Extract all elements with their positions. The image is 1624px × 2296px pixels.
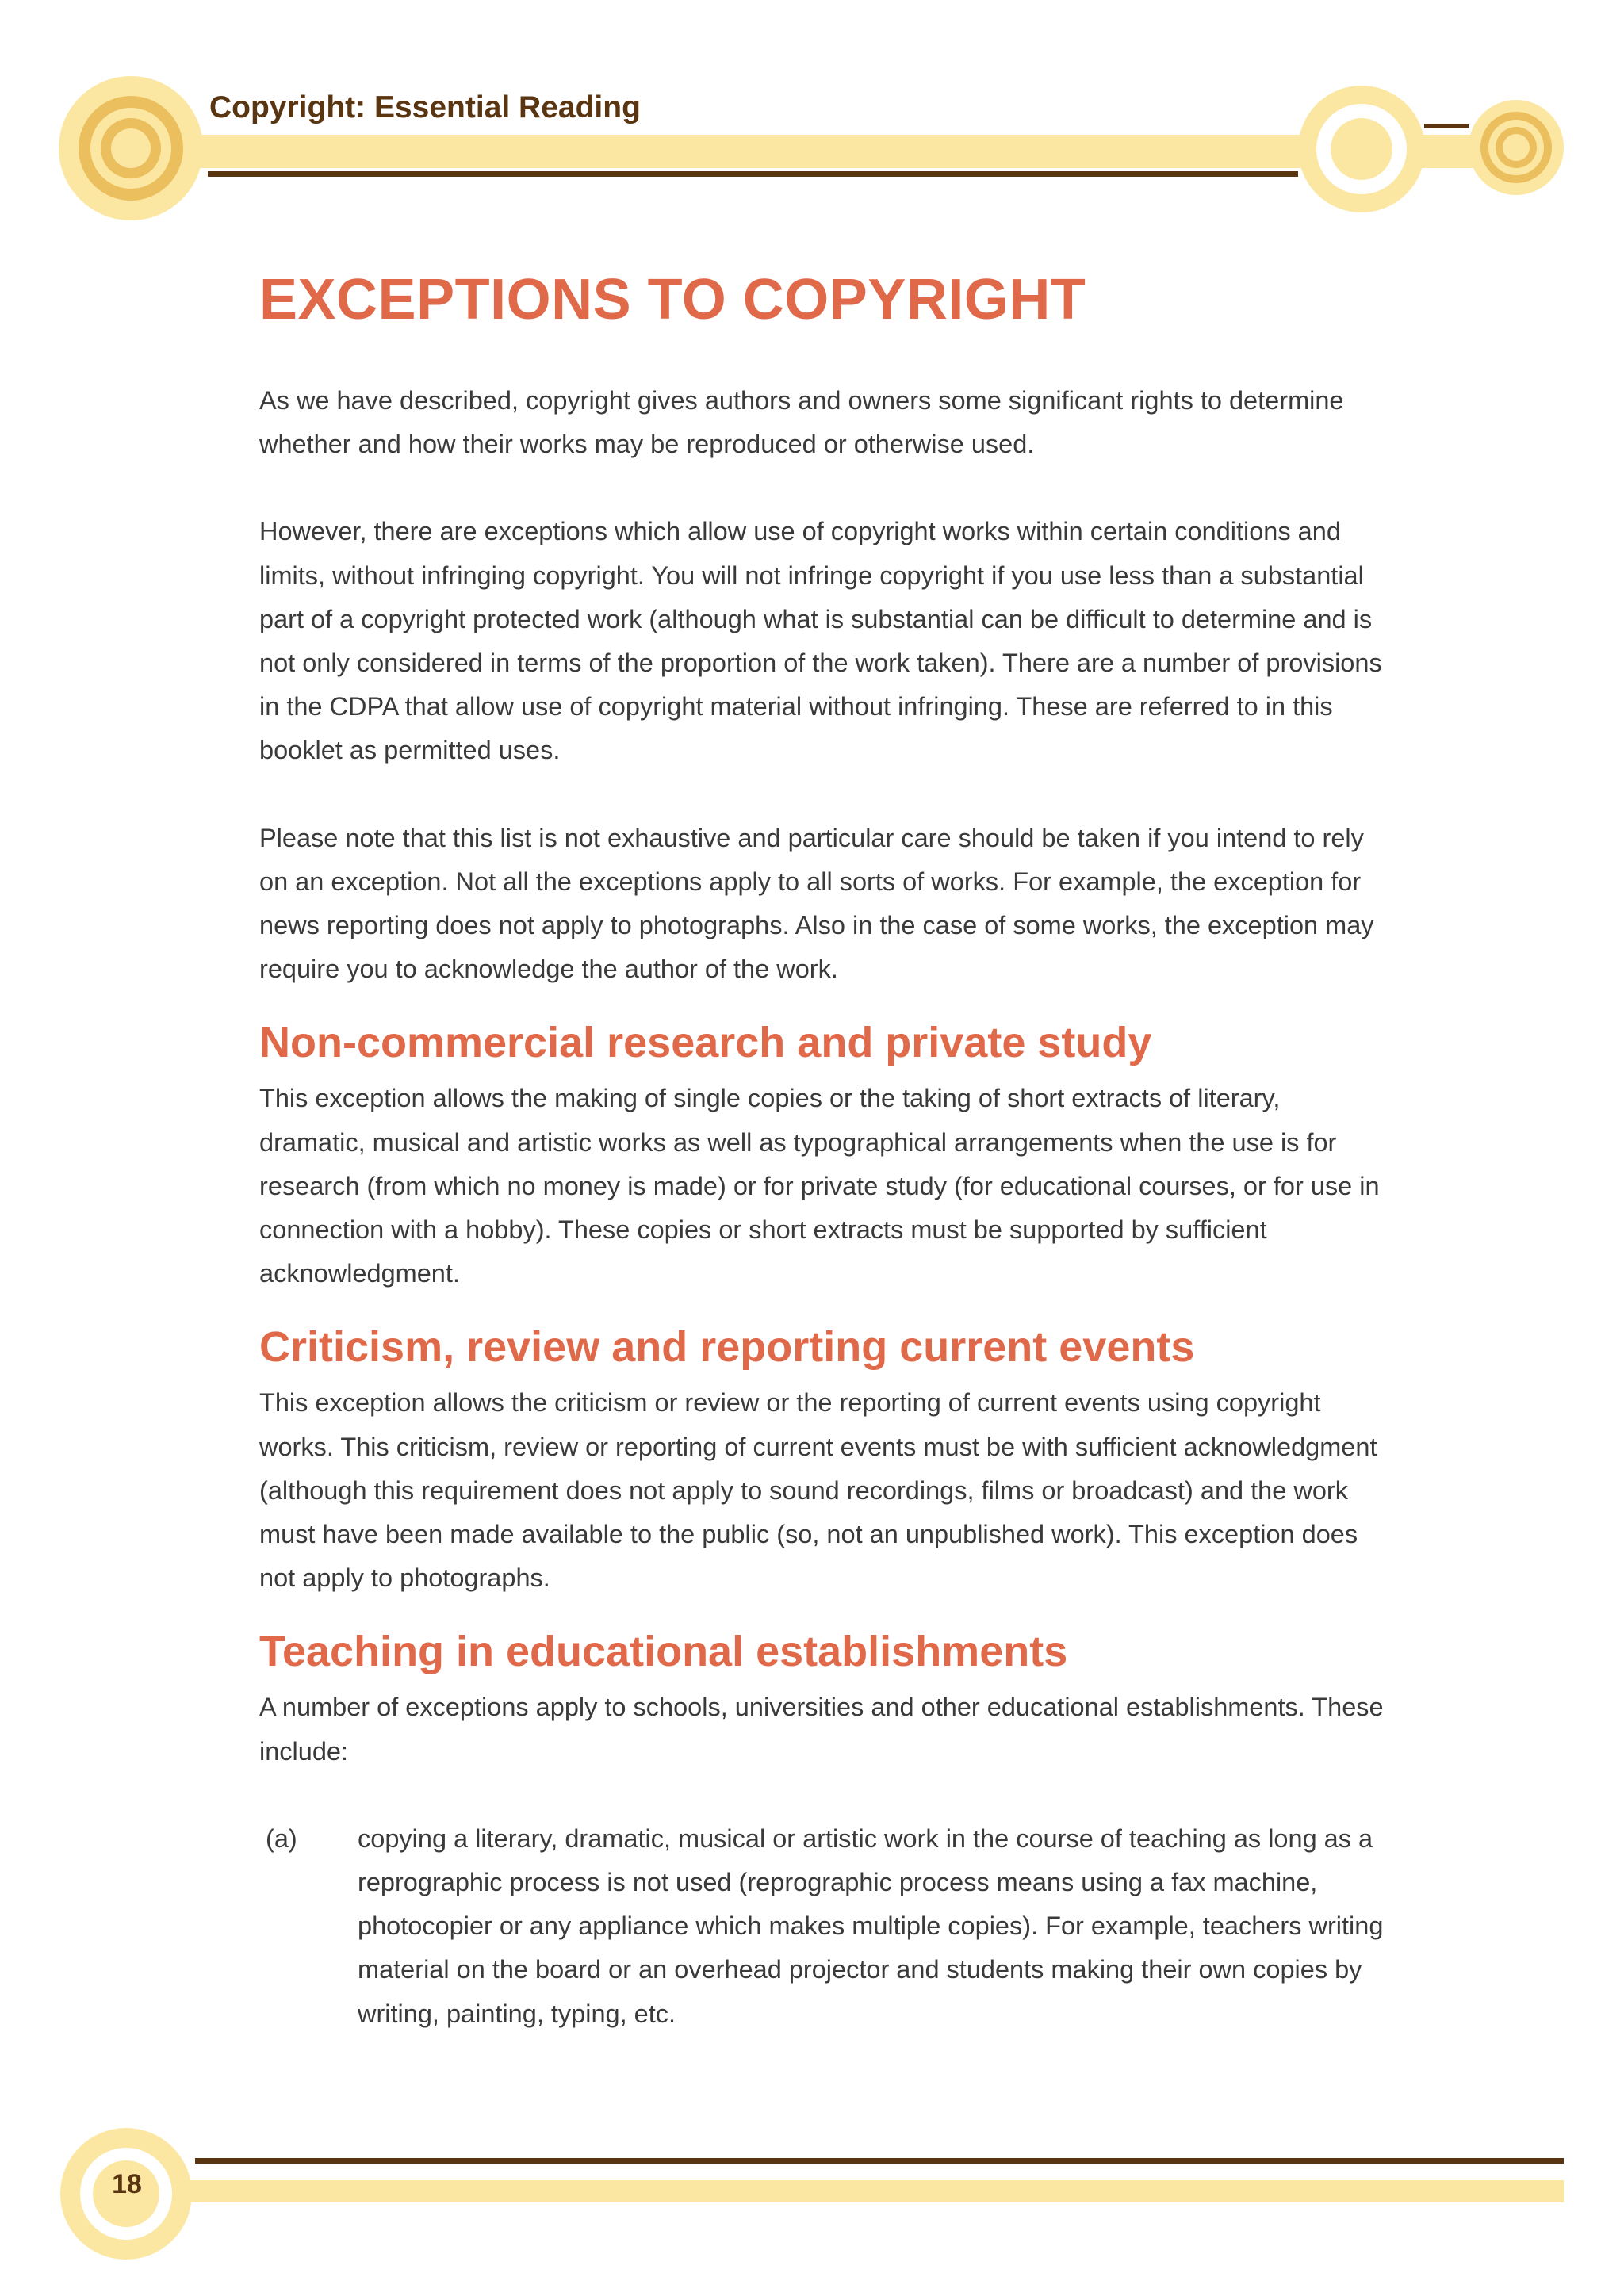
section-body-research: This exception allows the making of single copies or the taking of short extracts of literary, dramatic, musical and artistic works as well as typographical arrangements when the use is for research (from which no money is made) or for private study (for educational courses, or for use in connection with a hobby). These copies or short extracts must be supported by sufficient acknowledgment. <box>259 1084 1380 1288</box>
intro-paragraph-1: As we have described, copyright gives authors and owners some significant rights to determine whether and how their works may be reproduced or otherwise used. <box>259 386 1344 459</box>
section-heading-research: Non-commercial research and private study <box>259 1019 1152 1067</box>
intro-paragraph-2: However, there are exceptions which allow use of copyright works within certain conditions and limits, without infringing copyright. You will not infringe copyright if you use less than a substantial part of a copyright protected work (although what is substantial can be difficult to determine and is not only considered in terms of the proportion of the work taken). There are a number of provisions in the CDPA that allow use of copyright material without infringing. These are referred to in this booklet as permitted uses. <box>259 517 1382 765</box>
header-dash <box>1424 124 1469 128</box>
header-right-ring-core <box>1331 118 1392 180</box>
list-item <box>259 1817 1385 2036</box>
header-left-ring-core <box>111 128 151 168</box>
header-target-ring-core <box>1503 134 1530 161</box>
section-heading-teaching: Teaching in educational establishments <box>259 1628 1068 1676</box>
list-item-label: (a) <box>266 1823 297 1853</box>
intro-paragraph-3: Please note that this list is not exhaustive and particular care should be taken if you intend to rely on an exception. Not all the exceptions apply to all sorts of works. For example, the exception for news reporting does not apply to photographs. Also in the case of some works, the exception may require you to acknowledge the author of the work. <box>259 823 1374 984</box>
list-item-text: copying a literary, dramatic, musical or artistic work in the course of teaching as long as a reprographic process is not used (reprographic process means using a fax machine, photocopier or any appliance which makes multiple copies). For example, teachers writing material on the board or an overhead projector and students making their own copies by writing, painting, typing, etc. <box>358 1823 1384 2028</box>
main-content <box>259 262 1385 2036</box>
header-title: Copyright: Essential Reading <box>209 90 641 124</box>
section-heading-criticism: Criticism, review and reporting current events <box>259 1323 1195 1372</box>
footer-rule <box>195 2158 1564 2164</box>
page-number: 18 <box>112 2169 142 2199</box>
section-body-teaching: A number of exceptions apply to schools, universities and other educational establishments. These include: <box>259 1693 1384 1766</box>
page-title: EXCEPTIONS TO COPYRIGHT <box>259 268 1086 331</box>
header-rule <box>208 171 1298 177</box>
section-body-criticism: This exception allows the criticism or review or the reporting of current events using copyright works. This criticism, review or reporting of current events must be with sufficient acknowledgment (although this requirement does not apply to sound recordings, films or broadcast) and the work must have been made available to the public (so, not an unpublished work). This exception does not apply to photographs. <box>259 1388 1377 1593</box>
footer-band <box>127 2180 1564 2202</box>
